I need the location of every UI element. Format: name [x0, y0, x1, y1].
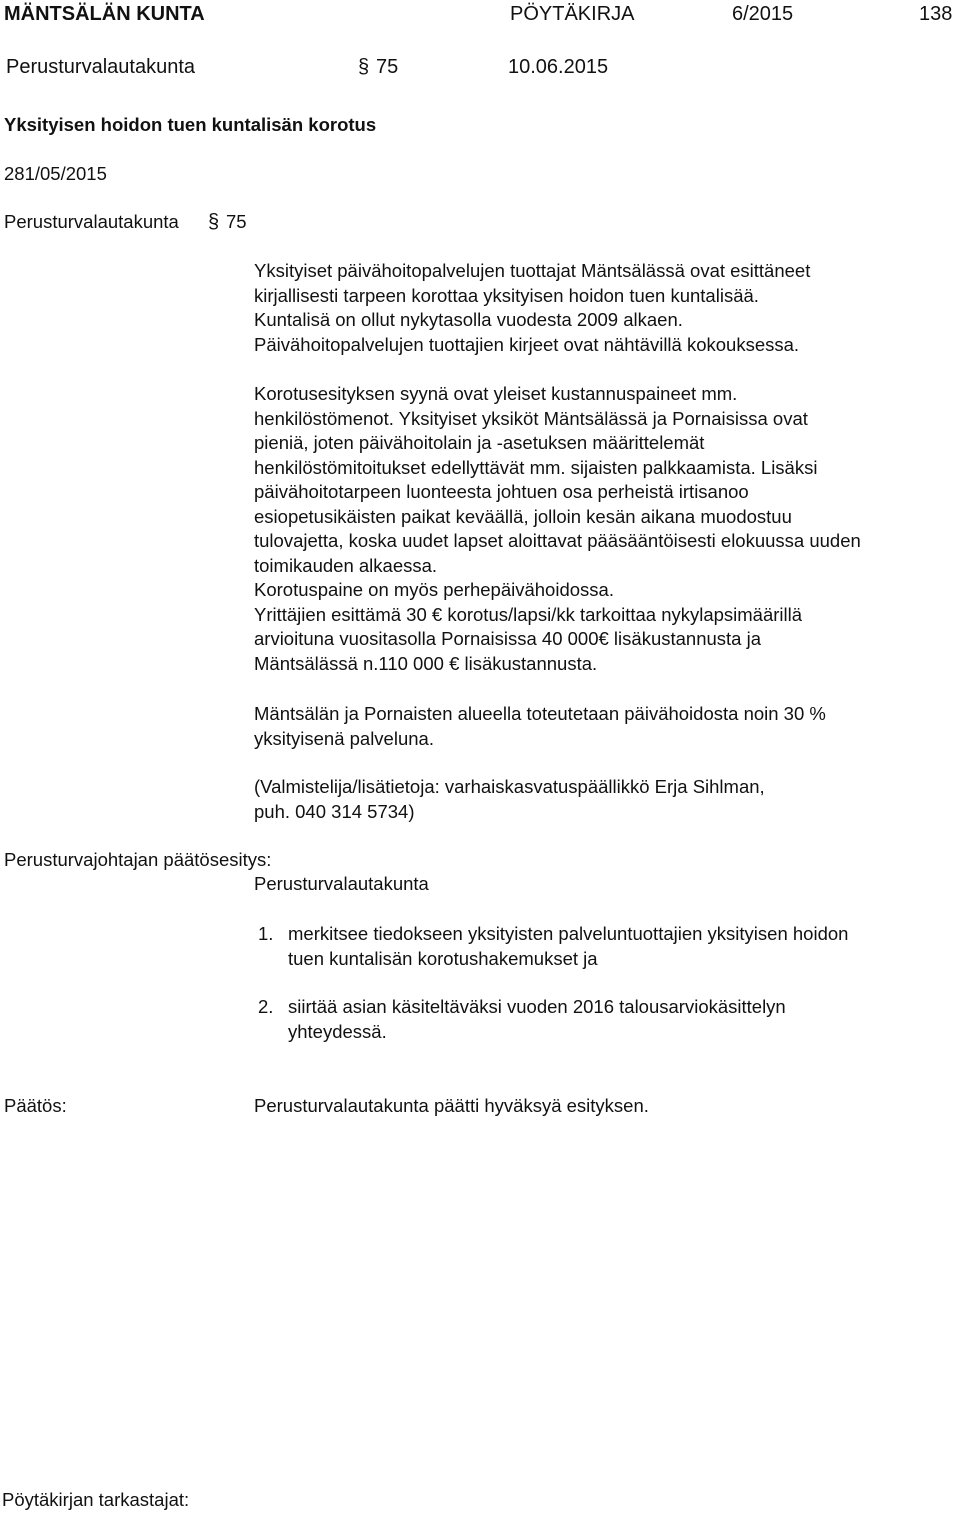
list-number: 2.	[258, 996, 274, 1017]
text-line: päivähoitotarpeen luonteesta johtuen osa perheistä irtisanoo	[254, 481, 749, 502]
paragraph-share	[254, 702, 954, 751]
page-number: 138	[919, 3, 953, 25]
subject-section-sign: §	[208, 211, 220, 233]
text-line: Korotuspaine on myös perhepäivähoidossa.	[254, 579, 614, 600]
document-number: 6/2015	[732, 3, 794, 25]
text-line: kirjallisesti tarpeen korottaa yksityisen hoidon tuen kuntalisää.	[254, 284, 759, 306]
paragraph-preparer	[254, 775, 954, 824]
reviewers-label: Pöytäkirjan tarkastajat:	[2, 1489, 190, 1510]
text-line: henkilöstömenot. Yksityiset yksiköt Mäntsälässä ja Pornaisissa ovat	[254, 407, 808, 429]
text-line: Päivähoitopalvelujen tuottajien kirjeet ovat nähtävillä kokouksessa.	[254, 333, 800, 355]
text-line: henkilöstömitoitukset edellyttävät mm. sijaisten palkkaamista. Lisäksi	[254, 456, 818, 478]
municipality-name: MÄNTSÄLÄN KUNTA	[4, 3, 205, 25]
text-line: Korotusesityksen syynä ovat yleiset kustannuspaineet mm.	[254, 383, 738, 404]
text-line: Kuntalisä on ollut nykytasolla vuodesta 2009 alkaen.	[254, 309, 683, 330]
text-line: Yksityiset päivähoitopalvelujen tuottajat Mäntsälässä ovat esittäneet	[254, 260, 811, 281]
paragraph-rationale	[254, 382, 954, 676]
proposal-label: Perusturvajohtajan päätösesitys:	[4, 849, 272, 870]
text-line: Mäntsälässä n.110 000 € lisäkustannusta.	[254, 652, 598, 674]
document-type: PÖYTÄKIRJA	[510, 3, 635, 25]
text-line: puh. 040 314 5734)	[254, 800, 415, 822]
header-section-number: 75	[376, 56, 399, 78]
header-section-sign: §	[358, 56, 370, 78]
reference-number: 281/05/2015	[4, 163, 107, 184]
text-line: toimikauden alkaessa.	[254, 554, 438, 576]
list-number: 1.	[258, 923, 274, 944]
text-line: yhteydessä.	[288, 1020, 387, 1042]
text-line: Mäntsälän ja Pornaisten alueella toteutetaan päivähoidosta noin 30 %	[254, 703, 826, 724]
text-line: esiopetusikäisten paikat keväällä, jolloin kesän aikana muodostuu	[254, 505, 792, 527]
text-line: Yrittäjien esittämä 30 € korotus/lapsi/kk tarkoittaa nykylapsimäärillä	[254, 603, 803, 625]
text-line: merkitsee tiedokseen yksityisten palveluntuottajien yksityisen hoidon	[288, 923, 849, 944]
text-line: yksityisenä palveluna.	[254, 727, 434, 749]
paragraph-background	[254, 259, 954, 357]
text-line: tuen kuntalisän korotushakemukset ja	[288, 947, 598, 969]
proposal-committee: Perusturvalautakunta	[254, 873, 429, 894]
text-line: siirtää asian käsiteltäväksi vuoden 2016 talousarviokäsittelyn	[288, 996, 786, 1017]
decision-label: Päätös:	[4, 1095, 67, 1116]
subject-title: Yksityisen hoidon tuen kuntalisän korotus	[4, 114, 377, 135]
subject-committee: Perusturvalautakunta	[4, 211, 179, 232]
text-line: pieniä, joten päivähoitolain ja -asetuksen määrittelemät	[254, 432, 705, 453]
text-line: tulovajetta, koska uudet lapset aloittavat pääsääntöisesti elokuussa uuden	[254, 530, 861, 551]
subject-section-number: 75	[226, 211, 247, 232]
meeting-date: 10.06.2015	[508, 56, 609, 78]
text-line: arvioituna vuositasolla Pornaisissa 40 000€ lisäkustannusta ja	[254, 628, 761, 649]
proposal-item-1	[254, 922, 954, 971]
text-line: (Valmistelija/lisätietoja: varhaiskasvatuspäällikkö Erja Sihlman,	[254, 776, 765, 797]
decision-text: Perusturvalautakunta päätti hyväksyä esityksen.	[254, 1095, 649, 1116]
header-committee: Perusturvalautakunta	[6, 56, 196, 78]
proposal-item-2	[254, 995, 954, 1044]
